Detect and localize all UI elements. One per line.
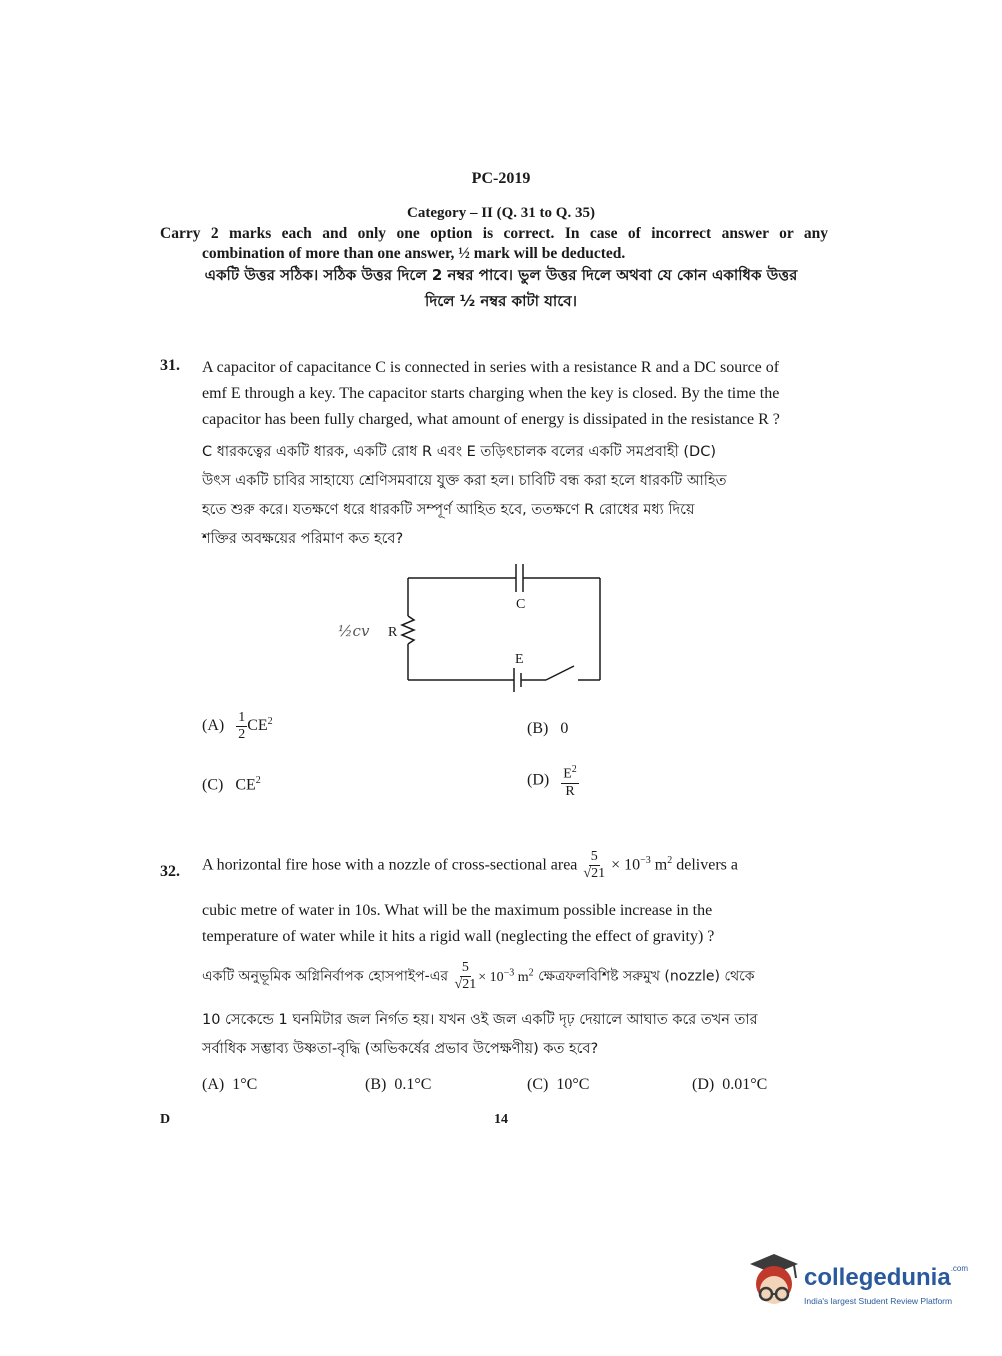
q31-option-b[interactable] xyxy=(527,720,568,738)
q31-option-a[interactable]: (A) $\frac{1}{2}$ $CE^2$ xyxy=(202,710,273,742)
q32-text xyxy=(202,898,828,950)
option-d-fraction: $\frac{E^2}{R}$ xyxy=(563,764,577,799)
brand-tagline: India's largest Student Review Platform xyxy=(804,1296,953,1306)
instruction-english xyxy=(160,224,828,264)
q31-option-d[interactable] xyxy=(527,762,579,800)
q32-option-a[interactable]: (A) 1°C xyxy=(202,1076,258,1093)
q32-option-c[interactable]: (C) 10°C xyxy=(527,1076,590,1093)
q32-bengali xyxy=(202,1006,828,1064)
option-label: (A) xyxy=(202,717,225,735)
q32-line1: A horizontal fire hose with a nozzle of cross-sectional area $\frac{5}{√21}$ × $10^{-3}$ $m^2$ delivers a xyxy=(202,849,738,882)
q32-bn-line: 10 সেকেন্ডে 1 ঘনমিটার জল নির্গত হয়। যখন ওই জল একটি দৃঢ় দেয়ালে আঘাত করে তখন তার xyxy=(202,1012,758,1028)
category-title: Category – II (Q. 31 to Q. 35) xyxy=(407,205,595,221)
option-label: (B) xyxy=(527,720,549,737)
q32-text-line: cubic metre of water in 10s. What will be the maximum possible increase in the xyxy=(202,902,713,919)
q31-bn-line: শক্তির অবক্ষয়ের পরিমাণ কত হবে? xyxy=(202,531,404,547)
resistor-zigzag xyxy=(402,616,414,644)
q31-text-line: A capacitor of capacitance C is connected in series with a resistance R and a DC source of xyxy=(202,359,780,376)
instruction-en-line1: Carry 2 marks each and only one option is correct. In case of incorrect answer or any xyxy=(160,225,828,242)
option-a-fraction: $\frac{1}{2}$ xyxy=(238,710,246,742)
q32-text-line: temperature of water while it hits a rigid wall (neglecting the effect of gravity) ? xyxy=(202,928,715,945)
resistor-label: R xyxy=(388,625,398,640)
instruction-bn-line2: দিলে ½ নম্বর কাটা যাবে। xyxy=(425,292,577,310)
brand-name: collegedunia xyxy=(804,1264,951,1291)
capacitor-label: C xyxy=(516,597,526,612)
paper-code: PC-2019 xyxy=(471,170,531,187)
brand-suffix: .com xyxy=(950,1264,969,1273)
q31-number: 31. xyxy=(160,357,180,374)
q31-bn-line: C ধারকত্বের একটি ধারক, একটি রোধ R এবং E তড়িৎচালক বলের একটি সমপ্রবাহী (DC) xyxy=(202,444,716,460)
option-value: CE xyxy=(235,776,256,794)
q31-bn-line: উৎস একটি চাবির সাহায্যে শ্রেণিসমবায়ে যুক্ত করা হল। চাবিটি বন্ধ করা হলে ধারকটি আহিত xyxy=(202,473,727,489)
key-switch xyxy=(546,666,574,680)
q31-text xyxy=(202,355,828,433)
q32-bn-line: সর্বাধিক সম্ভাব্য উষ্ণতা-বৃদ্ধি (অভিকর্ষের প্রভাব উপেক্ষণীয়) কত হবে? xyxy=(202,1041,599,1057)
option-label: (C) xyxy=(202,776,224,794)
q32-area-fraction: $\frac{5}{√21}$ xyxy=(583,849,606,882)
q32-option-b[interactable]: (B) 0.1°C xyxy=(365,1076,432,1093)
q32-bn-line1: একটি অনুভূমিক অগ্নিনির্বাপক হোসপাইপ-এর $\frac{5}{√21}$ × $10^{-3}$ $m^2$ ক্ষেত্রফলবিশিষ্ট সরুমুখ (nozzle) থেকে xyxy=(202,960,755,993)
circuit-diagram xyxy=(330,560,620,700)
q31-text-line: capacitor has been fully charged, what amount of energy is dissipated in the resistance R ? xyxy=(202,411,780,428)
set-code: D xyxy=(160,1112,171,1127)
q32-number: 32. xyxy=(160,863,180,880)
collegedunia-logo[interactable] xyxy=(744,1250,974,1314)
instruction-bengali xyxy=(0,262,1002,314)
q31-bn-line: হতে শুরু করে। যতক্ষণে ধরে ধারকটি সম্পূর্ণ আহিত হবে, ততক্ষণে R রোধের মধ্য দিয়ে xyxy=(202,502,695,518)
option-value: 0 xyxy=(560,720,569,737)
q31-text-line: emf E through a key. The capacitor starts charging when the key is closed. By the time the xyxy=(202,385,780,402)
q31-bengali xyxy=(202,438,828,554)
q31-option-c[interactable]: (C) $CE^2$ xyxy=(202,775,261,794)
instruction-en-line2: combination of more than one answer, ½ mark will be deducted. xyxy=(202,245,626,262)
page-number: 14 xyxy=(494,1112,508,1127)
q32-bn-fraction: $\frac{5}{√21}$ xyxy=(454,960,477,993)
handwritten-note: ½cv xyxy=(338,622,370,640)
mascot-icon xyxy=(744,1250,802,1314)
instruction-bn-line1: একটি উত্তর সঠিক। সঠিক উত্তর দিলে 2 নম্বর পাবে। ভুল উত্তর দিলে অথবা যে কোন একাধিক উত্তর xyxy=(204,266,798,284)
option-label: (D) xyxy=(527,771,550,789)
q32-option-d[interactable]: (D) 0.01°C xyxy=(692,1076,768,1093)
battery-label: E xyxy=(515,652,524,667)
